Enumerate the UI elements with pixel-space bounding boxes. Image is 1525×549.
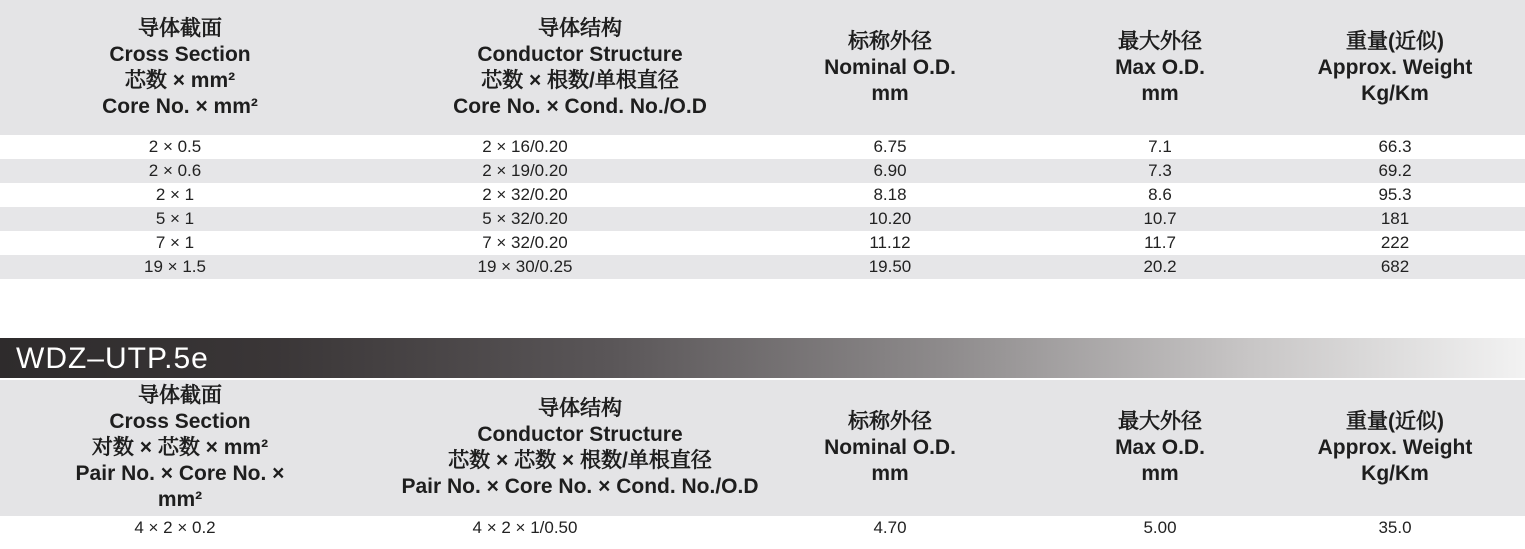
cell-weight: 682	[1380, 257, 1410, 276]
table1-header-cross-section	[60, 0, 300, 135]
header-line: Kg/Km	[1361, 462, 1429, 485]
header-line: 标称外径	[848, 29, 932, 53]
cell-weight: 181	[1380, 209, 1410, 228]
cell-weight: 66.3	[1378, 137, 1412, 156]
header-line: mm	[1141, 462, 1179, 485]
cell-nominal-od: 6.90	[873, 161, 907, 180]
table2-header-nominal-od	[790, 380, 990, 516]
cell-max-od: 5.00	[1143, 518, 1177, 537]
cell-nominal-od: 8.18	[873, 185, 907, 204]
table2-body	[0, 516, 1525, 540]
cell-cross-section: 2 × 0.5	[148, 137, 202, 156]
cell-cross-section: 5 × 1	[155, 209, 195, 228]
header-line: Nominal O.D.	[824, 436, 956, 459]
header-line: Pair No. × Core No. × Cond. No./O.D	[401, 475, 759, 498]
cell-cross-section: 2 × 0.6	[148, 161, 202, 180]
cell-conductor-structure: 19 × 30/0.25	[477, 257, 573, 276]
header-line: 导体截面	[138, 384, 222, 407]
table1-header-conductor-structure	[340, 0, 820, 135]
table2-header	[0, 380, 1525, 516]
table2-header-conductor-structure	[340, 380, 820, 516]
header-line: 最大外径	[1118, 410, 1202, 433]
table1-header	[0, 0, 1525, 135]
header-line: mm	[1141, 81, 1179, 105]
header-line: Core No. × mm²	[102, 94, 258, 118]
table-row	[0, 255, 1525, 279]
header-line: Approx. Weight	[1317, 436, 1473, 459]
header-line: 芯数 × mm²	[124, 68, 236, 92]
header-line: 导体截面	[138, 16, 222, 40]
header-line: 最大外径	[1118, 29, 1202, 53]
table2-header-weight	[1280, 380, 1510, 516]
cell-max-od: 11.7	[1144, 233, 1176, 252]
table-row	[0, 183, 1525, 207]
cell-weight: 95.3	[1378, 185, 1412, 204]
header-line: 重量(近似)	[1346, 29, 1444, 53]
table-row	[0, 207, 1525, 231]
section-title-band	[0, 338, 1525, 378]
cell-conductor-structure: 2 × 19/0.20	[482, 161, 568, 180]
cell-cross-section: 19 × 1.5	[144, 257, 206, 276]
header-line: Conductor Structure	[477, 42, 683, 66]
cell-nominal-od: 4.70	[873, 518, 907, 537]
table2-header-max-od	[1060, 380, 1260, 516]
header-line: 重量(近似)	[1346, 410, 1444, 433]
header-line: Pair No. × Core No. × mm²	[75, 462, 285, 511]
header-line: 芯数 × 根数/单根直径	[481, 68, 679, 92]
header-line: 导体结构	[538, 16, 622, 40]
cell-cross-section: 7 × 1	[155, 233, 195, 252]
cell-max-od: 7.3	[1148, 161, 1172, 180]
cell-cross-section: 2 × 1	[155, 185, 195, 204]
cell-conductor-structure: 2 × 16/0.20	[482, 137, 568, 156]
cell-conductor-structure: 5 × 32/0.20	[482, 209, 568, 228]
header-line: mm	[871, 462, 909, 485]
cell-nominal-od: 19.50	[868, 257, 912, 276]
header-line: Approx. Weight	[1317, 55, 1473, 79]
header-line: Max O.D.	[1115, 55, 1205, 79]
header-line: Conductor Structure	[477, 423, 683, 446]
header-line: Max O.D.	[1115, 436, 1205, 459]
cell-max-od: 10.7	[1143, 209, 1177, 228]
header-line: Cross Section	[109, 42, 251, 66]
table-row	[0, 516, 1525, 540]
header-line: Nominal O.D.	[824, 55, 956, 79]
table1-body	[0, 135, 1525, 279]
table1-header-weight	[1280, 0, 1510, 135]
table1-header-nominal-od	[790, 0, 990, 135]
header-line: 标称外径	[848, 410, 932, 433]
table2-header-cross-section	[60, 380, 300, 516]
header-line: 导体结构	[538, 397, 622, 420]
cell-max-od: 20.2	[1143, 257, 1177, 276]
header-line: 对数 × 芯数 × mm²	[91, 436, 269, 459]
header-line: Cross Section	[109, 410, 251, 433]
header-line: 芯数 × 芯数 × 根数/单根直径	[448, 449, 712, 472]
header-line: Kg/Km	[1361, 81, 1429, 105]
cell-nominal-od: 6.75	[873, 137, 907, 156]
cell-conductor-structure: 4 × 2 × 1/0.50	[472, 518, 578, 537]
cell-nominal-od: 11.12	[869, 233, 911, 252]
cell-cross-section: 4 × 2 × 0.2	[134, 518, 216, 537]
header-line: Core No. × Cond. No./O.D	[453, 94, 707, 118]
cell-conductor-structure: 2 × 32/0.20	[482, 185, 568, 204]
table-row	[0, 135, 1525, 159]
cell-weight: 35.0	[1378, 518, 1412, 537]
cell-max-od: 7.1	[1148, 137, 1172, 156]
cell-weight: 69.2	[1378, 161, 1412, 180]
table-row	[0, 231, 1525, 255]
cell-weight: 222	[1380, 233, 1410, 252]
table-row	[0, 159, 1525, 183]
section-title: WDZ–UTP.5e	[16, 342, 209, 375]
table1-header-max-od	[1060, 0, 1260, 135]
cell-conductor-structure: 7 × 32/0.20	[482, 233, 568, 252]
cell-max-od: 8.6	[1148, 185, 1172, 204]
cell-nominal-od: 10.20	[868, 209, 912, 228]
header-line: mm	[871, 81, 909, 105]
